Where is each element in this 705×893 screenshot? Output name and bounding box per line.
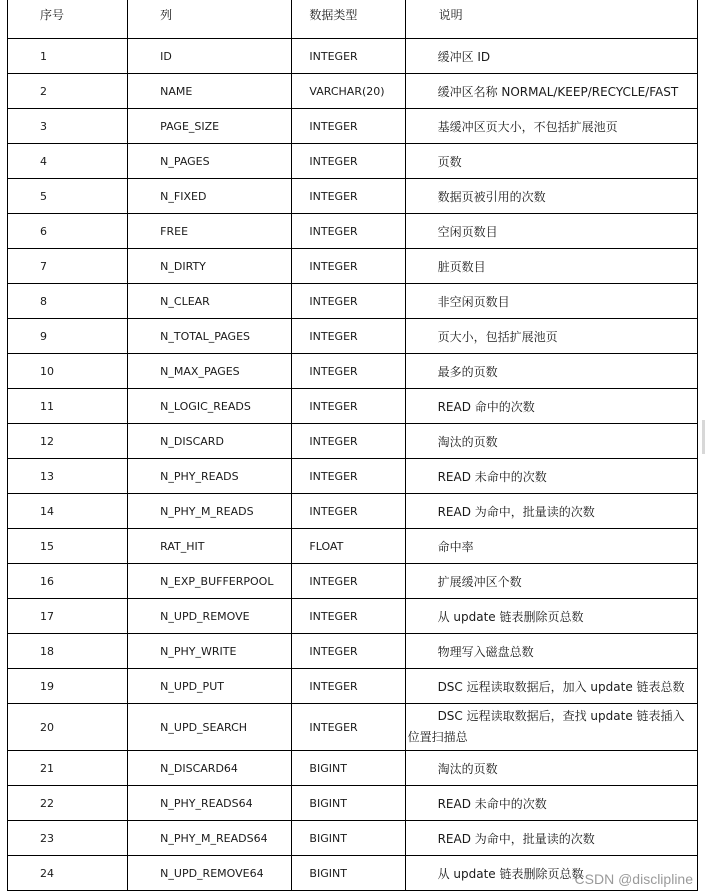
cell-description: 从 update 链表删除页总数 bbox=[405, 599, 697, 634]
cell-data-type: BIGINT bbox=[292, 751, 405, 786]
table-row bbox=[8, 821, 698, 856]
table-row bbox=[8, 424, 698, 459]
cell-index: 2 bbox=[8, 74, 128, 109]
table-row bbox=[8, 786, 698, 821]
cell-index: 15 bbox=[8, 529, 128, 564]
cell-data-type: INTEGER bbox=[292, 284, 405, 319]
cell-index: 17 bbox=[8, 599, 128, 634]
cell-description: 最多的页数 bbox=[405, 354, 697, 389]
cell-data-type: INTEGER bbox=[292, 704, 405, 751]
cell-index: 22 bbox=[8, 786, 128, 821]
cell-index: 23 bbox=[8, 821, 128, 856]
cell-column-name: N_PHY_READS bbox=[128, 459, 292, 494]
cell-column-name: FREE bbox=[128, 214, 292, 249]
cell-index: 18 bbox=[8, 634, 128, 669]
table-row bbox=[8, 39, 698, 74]
cell-column-name: N_TOTAL_PAGES bbox=[128, 319, 292, 354]
cell-index: 10 bbox=[8, 354, 128, 389]
cell-data-type: VARCHAR(20) bbox=[292, 74, 405, 109]
table-row bbox=[8, 249, 698, 284]
cell-column-name: N_PHY_READS64 bbox=[128, 786, 292, 821]
cell-data-type: BIGINT bbox=[292, 856, 405, 891]
cell-data-type: INTEGER bbox=[292, 389, 405, 424]
cell-data-type: INTEGER bbox=[292, 634, 405, 669]
cell-column-name: N_UPD_SEARCH bbox=[128, 704, 292, 751]
table-row bbox=[8, 564, 698, 599]
cell-description: 缓冲区 ID bbox=[405, 39, 697, 74]
cell-column-name: N_FIXED bbox=[128, 179, 292, 214]
cell-description: READ 未命中的次数 bbox=[405, 459, 697, 494]
cell-description: READ 为命中，批量读的次数 bbox=[405, 494, 697, 529]
table-row bbox=[8, 214, 698, 249]
cell-description: READ 命中的次数 bbox=[405, 389, 697, 424]
cell-index: 21 bbox=[8, 751, 128, 786]
cell-column-name: N_MAX_PAGES bbox=[128, 354, 292, 389]
cell-data-type: INTEGER bbox=[292, 179, 405, 214]
cell-description: 基缓冲区页大小，不包括扩展池页 bbox=[405, 109, 697, 144]
cell-index: 7 bbox=[8, 249, 128, 284]
cell-index: 20 bbox=[8, 704, 128, 751]
cell-description-wrapped bbox=[405, 704, 697, 751]
cell-column-name: N_UPD_PUT bbox=[128, 669, 292, 704]
cell-index: 16 bbox=[8, 564, 128, 599]
table-header-row bbox=[8, 0, 698, 39]
cell-data-type: INTEGER bbox=[292, 39, 405, 74]
cell-column-name: N_CLEAR bbox=[128, 284, 292, 319]
cell-index: 19 bbox=[8, 669, 128, 704]
cell-description: 淘汰的页数 bbox=[405, 424, 697, 459]
cell-data-type: INTEGER bbox=[292, 494, 405, 529]
cell-index: 5 bbox=[8, 179, 128, 214]
cell-column-name: N_LOGIC_READS bbox=[128, 389, 292, 424]
cell-description: 页数 bbox=[405, 144, 697, 179]
cell-data-type: FLOAT bbox=[292, 529, 405, 564]
cell-column-name: NAME bbox=[128, 74, 292, 109]
table-row bbox=[8, 109, 698, 144]
cell-index: 9 bbox=[8, 319, 128, 354]
cell-description: 页大小，包括扩展池页 bbox=[405, 319, 697, 354]
cell-description: READ 为命中，批量读的次数 bbox=[405, 821, 697, 856]
cell-description: 物理写入磁盘总数 bbox=[405, 634, 697, 669]
cell-column-name: ID bbox=[128, 39, 292, 74]
table-row bbox=[8, 389, 698, 424]
cell-data-type: INTEGER bbox=[292, 144, 405, 179]
cell-description: 扩展缓冲区个数 bbox=[405, 564, 697, 599]
cell-data-type: INTEGER bbox=[292, 214, 405, 249]
table-row bbox=[8, 74, 698, 109]
table-row bbox=[8, 751, 698, 786]
cell-column-name: N_PAGES bbox=[128, 144, 292, 179]
cell-column-name: N_PHY_WRITE bbox=[128, 634, 292, 669]
table-row bbox=[8, 599, 698, 634]
cell-data-type: INTEGER bbox=[292, 564, 405, 599]
cell-index: 1 bbox=[8, 39, 128, 74]
table-body bbox=[8, 39, 698, 891]
cell-data-type: INTEGER bbox=[292, 459, 405, 494]
buffer-pool-columns-table bbox=[7, 0, 698, 891]
cell-data-type: INTEGER bbox=[292, 354, 405, 389]
cell-index: 6 bbox=[8, 214, 128, 249]
cell-column-name: N_UPD_REMOVE bbox=[128, 599, 292, 634]
cell-description: 淘汰的页数 bbox=[405, 751, 697, 786]
header-column: 列 bbox=[128, 0, 292, 39]
cell-description: DSC 远程读取数据后，查找 update 链表插入位置扫描总 bbox=[407, 709, 685, 744]
table-row bbox=[8, 494, 698, 529]
cell-data-type: INTEGER bbox=[292, 249, 405, 284]
cell-column-name: N_DISCARD64 bbox=[128, 751, 292, 786]
cell-description: 空闲页数目 bbox=[405, 214, 697, 249]
cell-index: 4 bbox=[8, 144, 128, 179]
table-row bbox=[8, 459, 698, 494]
cell-column-name: PAGE_SIZE bbox=[128, 109, 292, 144]
table-row bbox=[8, 634, 698, 669]
cell-index: 13 bbox=[8, 459, 128, 494]
cell-description: DSC 远程读取数据后，加入 update 链表总数 bbox=[405, 669, 697, 704]
cell-column-name: N_DISCARD bbox=[128, 424, 292, 459]
header-index: 序号 bbox=[8, 0, 128, 39]
cell-description: READ 未命中的次数 bbox=[405, 786, 697, 821]
table-row bbox=[8, 669, 698, 704]
table-row bbox=[8, 179, 698, 214]
cell-index: 11 bbox=[8, 389, 128, 424]
cell-description: 数据页被引用的次数 bbox=[405, 179, 697, 214]
table-row bbox=[8, 704, 698, 751]
table-row bbox=[8, 319, 698, 354]
table-row bbox=[8, 529, 698, 564]
cell-column-name: RAT_HIT bbox=[128, 529, 292, 564]
cell-index: 3 bbox=[8, 109, 128, 144]
cell-data-type: INTEGER bbox=[292, 109, 405, 144]
header-description: 说明 bbox=[405, 0, 697, 39]
cell-column-name: N_EXP_BUFFERPOOL bbox=[128, 564, 292, 599]
cell-description: 非空闲页数目 bbox=[405, 284, 697, 319]
cell-data-type: BIGINT bbox=[292, 786, 405, 821]
cell-index: 24 bbox=[8, 856, 128, 891]
table-row bbox=[8, 144, 698, 179]
cell-column-name: N_DIRTY bbox=[128, 249, 292, 284]
cell-description: 从 update 链表删除页总数 bbox=[405, 856, 697, 891]
cell-data-type: INTEGER bbox=[292, 669, 405, 704]
cell-data-type: INTEGER bbox=[292, 319, 405, 354]
cell-index: 8 bbox=[8, 284, 128, 319]
cell-description: 缓冲区名称 NORMAL/KEEP/RECYCLE/FAST bbox=[405, 74, 697, 109]
cell-data-type: INTEGER bbox=[292, 424, 405, 459]
cell-column-name: N_PHY_M_READS bbox=[128, 494, 292, 529]
cell-index: 14 bbox=[8, 494, 128, 529]
cell-column-name: N_PHY_M_READS64 bbox=[128, 821, 292, 856]
cell-data-type: BIGINT bbox=[292, 821, 405, 856]
header-data-type: 数据类型 bbox=[292, 0, 405, 39]
table-row bbox=[8, 354, 698, 389]
cell-description: 脏页数目 bbox=[405, 249, 697, 284]
cell-column-name: N_UPD_REMOVE64 bbox=[128, 856, 292, 891]
table-row bbox=[8, 856, 698, 891]
cell-description: 命中率 bbox=[405, 529, 697, 564]
csdn-watermark: CSDN @disclipline bbox=[574, 871, 693, 887]
cell-index: 12 bbox=[8, 424, 128, 459]
cell-data-type: INTEGER bbox=[292, 599, 405, 634]
table-row bbox=[8, 284, 698, 319]
